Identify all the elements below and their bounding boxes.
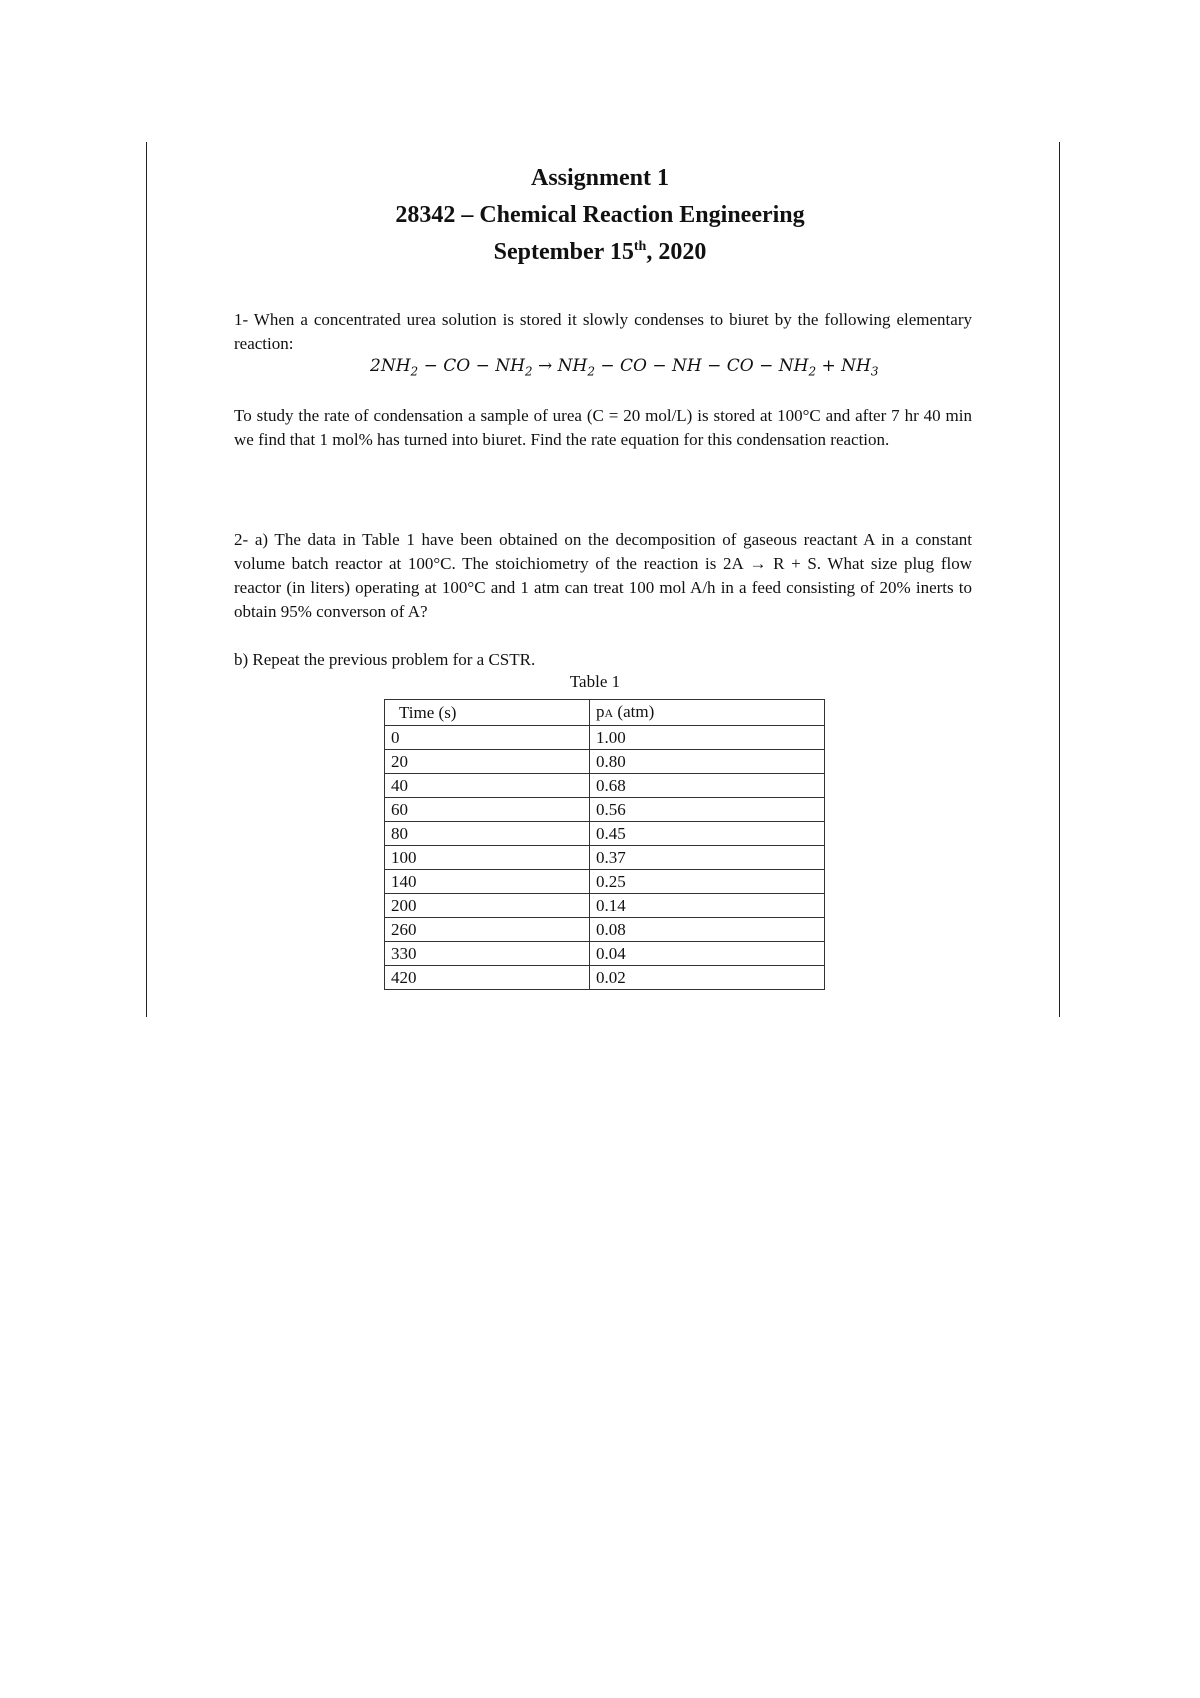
eq-part: NH bbox=[380, 356, 411, 376]
eq-part: + NH bbox=[816, 356, 871, 376]
table-caption-text: Table 1 bbox=[569, 672, 621, 691]
table-row bbox=[385, 750, 825, 774]
time-cell: 200 bbox=[385, 894, 590, 918]
eq-sub: 2 bbox=[808, 364, 817, 379]
time-column-header: Time (s) bbox=[385, 700, 590, 726]
question-1-body: To study the rate of condensation a sample of urea (C = 20 mol/L) is stored at 100°C and after 7 hr 40 min we find that 1 mol% has turned into biuret. Find the rate equation for this condensation reaction. bbox=[234, 406, 972, 449]
pressure-cell: 0.25 bbox=[590, 870, 825, 894]
time-cell: 100 bbox=[385, 846, 590, 870]
table-row bbox=[385, 966, 825, 990]
pressure-cell: 0.56 bbox=[590, 798, 825, 822]
assignment-date bbox=[0, 234, 1200, 271]
pressure-cell: 0.04 bbox=[590, 942, 825, 966]
pressure-column-header bbox=[590, 700, 825, 726]
question-2a-block bbox=[234, 528, 972, 624]
pressure-subscript: A bbox=[604, 706, 614, 720]
pressure-cell: 1.00 bbox=[590, 726, 825, 750]
pressure-cell: 0.08 bbox=[590, 918, 825, 942]
pressure-cell: 0.80 bbox=[590, 750, 825, 774]
time-cell: 260 bbox=[385, 918, 590, 942]
time-cell: 0 bbox=[385, 726, 590, 750]
eq-sub: 3 bbox=[870, 364, 879, 379]
question-1-intro: 1- When a concentrated urea solution is stored it slowly condenses to biuret by the following elementary reaction: bbox=[234, 310, 972, 353]
assignment-title: Assignment 1 bbox=[530, 165, 669, 191]
time-cell: 420 bbox=[385, 966, 590, 990]
eq-sub: 2 bbox=[524, 364, 533, 379]
question-1-intro-block bbox=[234, 308, 972, 356]
table-row bbox=[385, 894, 825, 918]
table-row bbox=[385, 846, 825, 870]
eq-sub: 2 bbox=[410, 364, 419, 379]
table-row bbox=[385, 822, 825, 846]
table-row bbox=[385, 942, 825, 966]
reaction-equation bbox=[370, 356, 879, 378]
pressure-unit: (atm) bbox=[613, 702, 655, 721]
table-row bbox=[385, 870, 825, 894]
time-cell: 60 bbox=[385, 798, 590, 822]
eq-part: − CO − NH − CO − NH bbox=[594, 356, 809, 376]
table-caption bbox=[0, 672, 1200, 692]
eq-part: − CO − NH bbox=[418, 356, 525, 376]
eq-coef: 2 bbox=[370, 356, 381, 376]
question-2b-text: b) Repeat the previous problem for a CSTR. bbox=[234, 650, 536, 669]
time-cell: 80 bbox=[385, 822, 590, 846]
date-prefix: September 15 bbox=[493, 239, 634, 265]
table-header-row bbox=[385, 700, 825, 726]
pressure-cell: 0.37 bbox=[590, 846, 825, 870]
date-suffix: , 2020 bbox=[646, 239, 707, 265]
table-row bbox=[385, 918, 825, 942]
eq-sub: 2 bbox=[587, 364, 595, 379]
question-1-body-block bbox=[234, 404, 972, 452]
document-header bbox=[0, 160, 1200, 271]
time-cell: 140 bbox=[385, 870, 590, 894]
data-table bbox=[384, 699, 825, 990]
time-cell: 40 bbox=[385, 774, 590, 798]
time-cell: 20 bbox=[385, 750, 590, 774]
pressure-cell: 0.68 bbox=[590, 774, 825, 798]
eq-part: → NH bbox=[532, 356, 588, 376]
question-2a-text: 2- a) The data in Table 1 have been obtained on the decomposition of gaseous reactant A in a constant volume batch reactor at 100°C. The stoichiometry of the reaction is 2A → R + S. What size plug flow reactor (in liters) operating at 100°C and 1 atm can treat 100 mol A/h in a feed consisting of 20% inerts to obtain 95% converson of A? bbox=[234, 530, 972, 621]
table-row bbox=[385, 726, 825, 750]
date-superscript: th bbox=[633, 239, 647, 254]
pressure-cell: 0.02 bbox=[590, 966, 825, 990]
table-row bbox=[385, 774, 825, 798]
table-row bbox=[385, 798, 825, 822]
pressure-cell: 0.45 bbox=[590, 822, 825, 846]
course-title: 28342 – Chemical Reaction Engineering bbox=[395, 202, 805, 228]
question-2b-block bbox=[234, 648, 972, 672]
time-cell: 330 bbox=[385, 942, 590, 966]
pressure-symbol: p bbox=[596, 702, 605, 721]
pressure-cell: 0.14 bbox=[590, 894, 825, 918]
